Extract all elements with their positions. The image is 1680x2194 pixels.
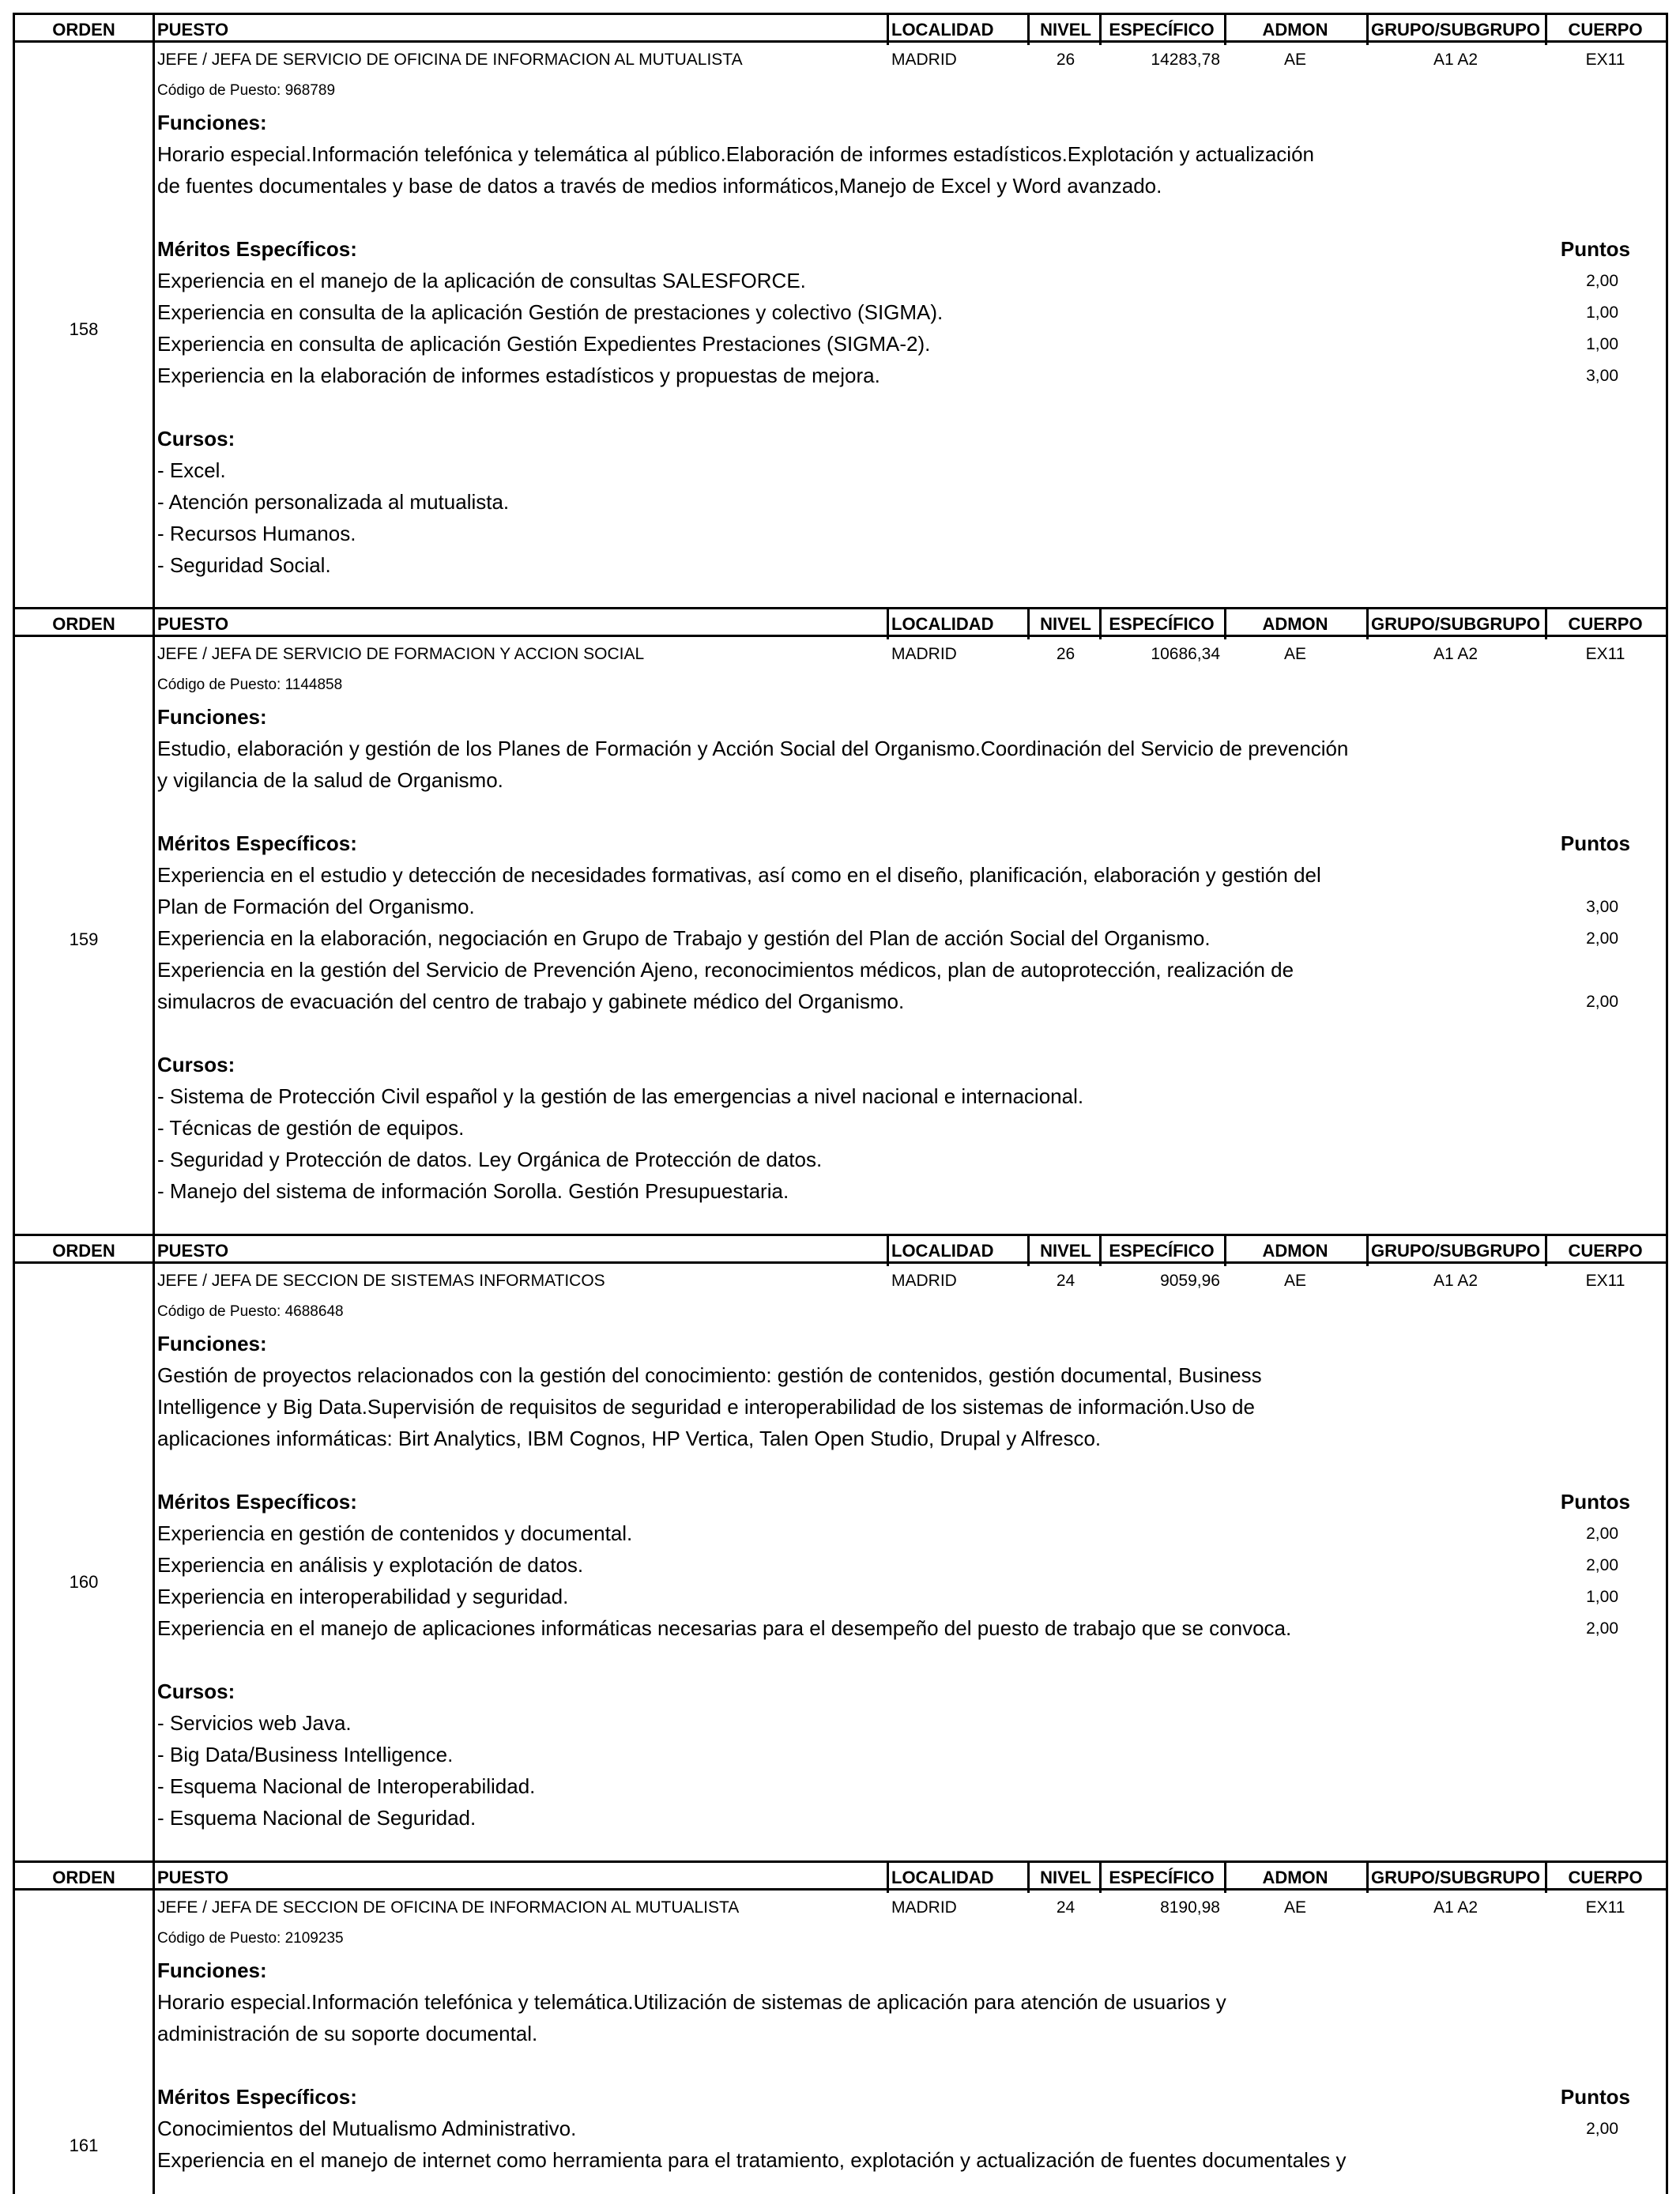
cursos-heading: Cursos: <box>157 427 235 450</box>
header-cuerpo: CUERPO <box>1568 1241 1643 1261</box>
entry-nivel: 26 <box>1056 645 1075 663</box>
curso-line: - Técnicas de gestión de equipos. <box>157 1116 465 1140</box>
header-puesto: PUESTO <box>157 614 229 634</box>
header-divider <box>1366 609 1369 639</box>
merito-line: Experiencia en la gestión del Servicio de Prevención Ajeno, reconocimientos médicos, plan de autoprotección, realización de <box>157 958 1294 982</box>
curso-line: - Recursos Humanos. <box>157 522 356 545</box>
position-entry <box>13 1234 1668 1860</box>
entry-admon: AE <box>1283 1898 1306 1917</box>
position-entry <box>13 13 1668 607</box>
orden-number: 160 <box>69 1572 99 1592</box>
header-puesto: PUESTO <box>157 1868 229 1887</box>
curso-line: - Sistema de Protección Civil español y la gestión de las emergencias a nivel nacional e internacional. <box>157 1084 1084 1108</box>
orden-number: 159 <box>69 929 99 949</box>
entry-puesto: JEFE / JEFA DE SECCION DE OFICINA DE INFORMACION AL MUTUALISTA <box>157 1898 740 1917</box>
curso-line: - Esquema Nacional de Seguridad. <box>157 1806 477 1830</box>
position-code: Código de Puesto: 1144858 <box>157 677 343 693</box>
entry-localidad: MADRID <box>891 51 957 69</box>
funciones-line: Intelligence y Big Data.Supervisión de requisitos de seguridad e interoperabilidad de los sistemas de información.Uso de <box>157 1395 1255 1419</box>
table-header-row <box>15 1234 1666 1264</box>
header-divider <box>1545 1236 1547 1266</box>
merito-puntos: 3,00 <box>1586 367 1618 385</box>
header-divider <box>1099 1863 1102 1893</box>
header-nivel: NIVEL <box>1040 1868 1091 1887</box>
table-header-row <box>15 13 1666 43</box>
header-divider <box>1545 1863 1547 1893</box>
meritos-heading: Méritos Específicos: <box>157 831 357 855</box>
header-divider <box>887 15 889 45</box>
header-localidad: LOCALIDAD <box>891 20 994 40</box>
header-divider <box>1027 1863 1030 1893</box>
header-puesto: PUESTO <box>157 20 229 40</box>
header-divider <box>1027 15 1030 45</box>
entry-especifico: 8190,98 <box>1160 1898 1220 1917</box>
merito-puntos: 2,00 <box>1586 1556 1618 1574</box>
header-especifico: ESPECÍFICO <box>1109 1868 1215 1887</box>
entry-puesto: JEFE / JEFA DE SERVICIO DE FORMACION Y ACCION SOCIAL <box>157 645 645 663</box>
header-divider <box>1366 1863 1369 1893</box>
entry-admon: AE <box>1283 1272 1306 1290</box>
merito-line: Experiencia en gestión de contenidos y documental. <box>157 1521 633 1545</box>
header-especifico: ESPECÍFICO <box>1109 614 1215 634</box>
merito-line: Experiencia en el manejo de la aplicación de consultas SALESFORCE. <box>157 269 806 292</box>
curso-line: - Atención personalizada al mutualista. <box>157 490 510 514</box>
header-cuerpo: CUERPO <box>1568 1868 1643 1887</box>
header-orden: ORDEN <box>52 20 115 40</box>
header-grupo: GRUPO/SUBGRUPO <box>1371 1241 1540 1261</box>
merito-line: Experiencia en consulta de aplicación Gestión Expedientes Prestaciones (SIGMA-2). <box>157 332 931 356</box>
position-code: Código de Puesto: 2109235 <box>157 1930 344 1947</box>
orden-number: 161 <box>69 2136 99 2155</box>
header-especifico: ESPECÍFICO <box>1109 1241 1215 1261</box>
funciones-line: y vigilancia de la salud de Organismo. <box>157 768 503 792</box>
entry-localidad: MADRID <box>891 645 957 663</box>
header-cuerpo: CUERPO <box>1568 614 1643 634</box>
merito-line: Experiencia en el manejo de aplicaciones informáticas necesarias para el desempeño del puesto de trabajo que se convoca. <box>157 1616 1292 1640</box>
entry-localidad: MADRID <box>891 1272 957 1290</box>
merito-line: Experiencia en interoperabilidad y seguridad. <box>157 1585 569 1608</box>
puntos-heading: Puntos <box>1560 237 1630 261</box>
funciones-line: de fuentes documentales y base de datos a través de medios informáticos,Manejo de Excel y Word avanzado. <box>157 174 1162 198</box>
entry-cuerpo: EX11 <box>1585 51 1625 69</box>
header-divider <box>1027 609 1030 639</box>
entry-cuerpo: EX11 <box>1585 645 1625 663</box>
funciones-line: aplicaciones informáticas: Birt Analytics, IBM Cognos, HP Vertica, Talen Open Studio, Drupal y Alfresco. <box>157 1427 1102 1450</box>
header-orden: ORDEN <box>52 1241 115 1261</box>
header-divider <box>1099 15 1102 45</box>
puntos-heading: Puntos <box>1560 2085 1630 2109</box>
header-divider <box>1545 15 1547 45</box>
header-grupo: GRUPO/SUBGRUPO <box>1371 1868 1540 1887</box>
header-orden: ORDEN <box>52 1868 115 1887</box>
header-divider <box>153 1236 155 1266</box>
curso-line: - Manejo del sistema de información Sorolla. Gestión Presupuestaria. <box>157 1179 789 1203</box>
entry-grupo: A1 A2 <box>1433 645 1478 663</box>
entry-nivel: 24 <box>1056 1272 1075 1290</box>
curso-line: - Servicios web Java. <box>157 1711 352 1735</box>
orden-column-divider <box>153 43 155 607</box>
header-divider <box>887 1863 889 1893</box>
funciones-heading: Funciones: <box>157 1332 267 1355</box>
entry-admon: AE <box>1283 51 1306 69</box>
header-nivel: NIVEL <box>1040 614 1091 634</box>
curso-line: - Seguridad Social. <box>157 553 331 577</box>
header-divider <box>1027 1236 1030 1266</box>
funciones-heading: Funciones: <box>157 111 267 134</box>
header-especifico: ESPECÍFICO <box>1109 20 1215 40</box>
header-cuerpo: CUERPO <box>1568 20 1643 40</box>
header-divider <box>1545 609 1547 639</box>
entry-puesto: JEFE / JEFA DE SECCION DE SISTEMAS INFORMATICOS <box>157 1272 605 1290</box>
merito-line: simulacros de evacuación del centro de trabajo y gabinete médico del Organismo. <box>157 990 905 1013</box>
header-localidad: LOCALIDAD <box>891 1868 994 1887</box>
funciones-heading: Funciones: <box>157 1958 267 1982</box>
entry-cuerpo: EX11 <box>1585 1898 1625 1917</box>
funciones-line: administración de su soporte documental. <box>157 2022 538 2045</box>
cursos-heading: Cursos: <box>157 1679 235 1703</box>
entry-especifico: 14283,78 <box>1151 51 1220 69</box>
entry-grupo: A1 A2 <box>1433 51 1478 69</box>
header-divider <box>887 1236 889 1266</box>
entry-admon: AE <box>1283 645 1306 663</box>
header-divider <box>1099 1236 1102 1266</box>
entry-especifico: 10686,34 <box>1151 645 1220 663</box>
header-divider <box>1224 1236 1226 1266</box>
header-divider <box>153 609 155 639</box>
position-entry <box>13 607 1668 1234</box>
header-localidad: LOCALIDAD <box>891 1241 994 1261</box>
header-grupo: GRUPO/SUBGRUPO <box>1371 20 1540 40</box>
merito-puntos: 3,00 <box>1586 898 1618 916</box>
merito-puntos: 1,00 <box>1586 303 1618 322</box>
header-divider <box>1224 609 1226 639</box>
position-code: Código de Puesto: 4688648 <box>157 1303 344 1320</box>
header-puesto: PUESTO <box>157 1241 229 1261</box>
merito-puntos: 2,00 <box>1586 1525 1618 1543</box>
merito-line: Experiencia en la elaboración, negociación en Grupo de Trabajo y gestión del Plan de acción Social del Organismo. <box>157 926 1211 950</box>
table-header-row <box>15 607 1666 637</box>
header-divider <box>1366 15 1369 45</box>
merito-puntos: 2,00 <box>1586 993 1618 1011</box>
merito-puntos: 1,00 <box>1586 335 1618 353</box>
curso-line: - Seguridad y Protección de datos. Ley Orgánica de Protección de datos. <box>157 1148 823 1171</box>
header-admon: ADMON <box>1262 614 1328 634</box>
puntos-heading: Puntos <box>1560 831 1630 855</box>
header-divider <box>1224 1863 1226 1893</box>
orden-column-divider <box>153 637 155 1234</box>
merito-line: Experiencia en análisis y explotación de datos. <box>157 1553 584 1577</box>
header-divider <box>887 609 889 639</box>
funciones-line: Estudio, elaboración y gestión de los Planes de Formación y Acción Social del Organismo.Coordinación del Servicio de prevención <box>157 737 1349 760</box>
header-grupo: GRUPO/SUBGRUPO <box>1371 614 1540 634</box>
entry-nivel: 26 <box>1056 51 1075 69</box>
orden-column-divider <box>153 1891 155 2194</box>
header-admon: ADMON <box>1262 20 1328 40</box>
entry-nivel: 24 <box>1056 1898 1075 1917</box>
header-divider <box>1366 1236 1369 1266</box>
curso-line: - Esquema Nacional de Interoperabilidad. <box>157 1774 536 1798</box>
merito-puntos: 2,00 <box>1586 1619 1618 1638</box>
entry-grupo: A1 A2 <box>1433 1272 1478 1290</box>
header-admon: ADMON <box>1262 1241 1328 1261</box>
curso-line: - Big Data/Business Intelligence. <box>157 1743 454 1766</box>
merito-puntos: 2,00 <box>1586 272 1618 290</box>
header-localidad: LOCALIDAD <box>891 614 994 634</box>
merito-line: Plan de Formación del Organismo. <box>157 895 475 918</box>
merito-line: Conocimientos del Mutualismo Administrativo. <box>157 2117 577 2140</box>
merito-line: Experiencia en la elaboración de informes estadísticos y propuestas de mejora. <box>157 364 880 387</box>
position-entry <box>13 1860 1668 2194</box>
header-divider <box>153 15 155 45</box>
meritos-heading: Méritos Específicos: <box>157 2085 357 2109</box>
header-admon: ADMON <box>1262 1868 1328 1887</box>
orden-number: 158 <box>69 319 99 339</box>
merito-line: Experiencia en el estudio y detección de necesidades formativas, así como en el diseño, planificación, elaboración y gestión del <box>157 863 1321 887</box>
funciones-line: Horario especial.Información telefónica y telemática.Utilización de sistemas de aplicación para atención de usuarios y <box>157 1990 1226 2014</box>
entry-cuerpo: EX11 <box>1585 1272 1625 1290</box>
meritos-heading: Méritos Específicos: <box>157 237 357 261</box>
entry-grupo: A1 A2 <box>1433 1898 1478 1917</box>
merito-puntos: 2,00 <box>1586 2120 1618 2138</box>
puntos-heading: Puntos <box>1560 1490 1630 1514</box>
orden-column-divider <box>153 1264 155 1860</box>
header-divider <box>1099 609 1102 639</box>
merito-line: Experiencia en consulta de la aplicación Gestión de prestaciones y colectivo (SIGMA). <box>157 300 944 324</box>
header-orden: ORDEN <box>52 614 115 634</box>
funciones-line: Gestión de proyectos relacionados con la gestión del conocimiento: gestión de contenidos, gestión documental, Business <box>157 1363 1262 1387</box>
funciones-heading: Funciones: <box>157 705 267 729</box>
curso-line: - Excel. <box>157 458 226 482</box>
entry-especifico: 9059,96 <box>1160 1272 1220 1290</box>
entry-localidad: MADRID <box>891 1898 957 1917</box>
header-nivel: NIVEL <box>1040 1241 1091 1261</box>
header-nivel: NIVEL <box>1040 20 1091 40</box>
header-divider <box>153 1863 155 1893</box>
position-code: Código de Puesto: 968789 <box>157 82 336 99</box>
meritos-heading: Méritos Específicos: <box>157 1490 357 1514</box>
funciones-line: Horario especial.Información telefónica y telemática al público.Elaboración de informes estadísticos.Explotación y actualización <box>157 142 1314 166</box>
merito-puntos: 1,00 <box>1586 1588 1618 1606</box>
merito-line: Experiencia en el manejo de internet como herramienta para el tratamiento, explotación y actualización de fuentes documentales y <box>157 2148 1347 2172</box>
header-divider <box>1224 15 1226 45</box>
table-header-row <box>15 1860 1666 1891</box>
merito-puntos: 2,00 <box>1586 929 1618 948</box>
entry-puesto: JEFE / JEFA DE SERVICIO DE OFICINA DE INFORMACION AL MUTUALISTA <box>157 51 743 69</box>
cursos-heading: Cursos: <box>157 1053 235 1076</box>
